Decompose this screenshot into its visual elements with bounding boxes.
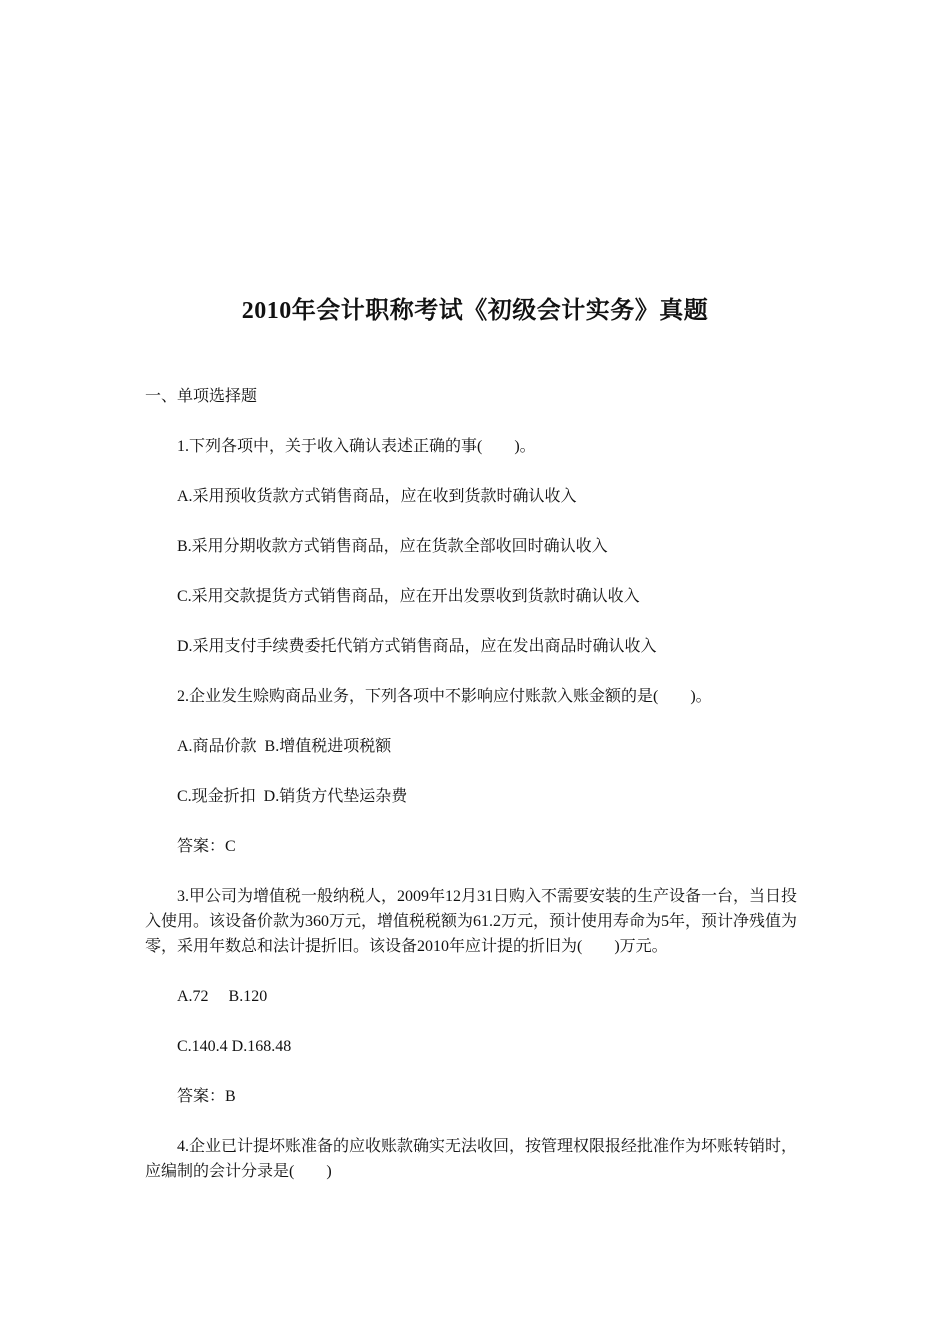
- question-1-option-b: B.采用分期收款方式销售商品，应在货款全部收回时确认收入: [177, 538, 608, 555]
- question-1-option-c: C.采用交款提货方式销售商品，应在开出发票收到货款时确认收入: [177, 588, 640, 605]
- question-2-options-ab: A.商品价款 B.增值税进项税额: [177, 738, 392, 755]
- question-3: 3.甲公司为增值税一般纳税人，2009年12月31日购入不需要安装的生产设备一台，当日投入使用。该设备价款为360万元，增值税税额为61.2万元，预计使用寿命为5年，预计净残值为零，采用年数总和法计提折旧。该设备2010年应计提的折旧为( )万元。: [145, 888, 798, 955]
- document-title: 2010年会计职称考试《初级会计实务》真题: [241, 298, 709, 324]
- question-3-answer: 答案：B: [177, 1088, 236, 1105]
- question-3-options-ab: A.72 B.120: [177, 988, 268, 1005]
- question-1: 1.下列各项中，关于收入确认表述正确的事( )。: [177, 438, 536, 455]
- question-4: 4.企业已计提坏账准备的应收账款确实无法收回，按管理权限报经批准作为坏账转销时，应编制的会计分录是( ): [145, 1138, 798, 1180]
- question-1-option-d: D.采用支付手续费委托代销方式销售商品，应在发出商品时确认收入: [177, 638, 657, 655]
- question-2-answer: 答案：C: [177, 838, 236, 855]
- question-2: 2.企业发生赊购商品业务，下列各项中不影响应付账款入账金额的是( )。: [177, 688, 712, 705]
- question-1-option-a: A.采用预收货款方式销售商品，应在收到货款时确认收入: [177, 488, 577, 505]
- document-body: [145, 384, 810, 1209]
- question-3-options-cd: C.140.4 D.168.48: [177, 1038, 292, 1055]
- section-heading: 一、单项选择题: [145, 388, 258, 405]
- question-2-options-cd: C.现金折扣 D.销货方代垫运杂费: [177, 788, 408, 805]
